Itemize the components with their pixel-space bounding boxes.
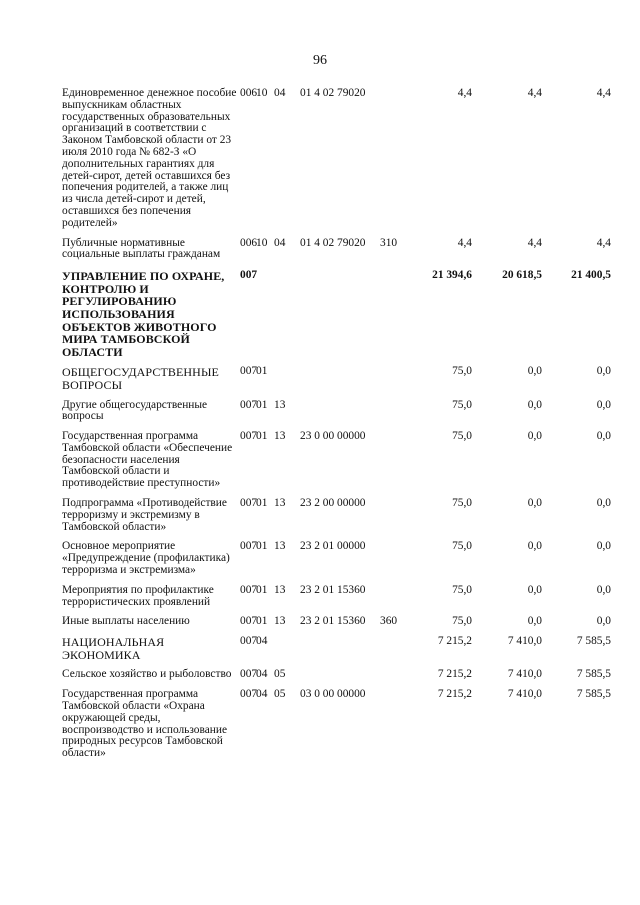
value-year-1: 4,4 bbox=[457, 236, 472, 249]
value-year-3: 7 585,5 bbox=[576, 668, 611, 681]
table-row bbox=[62, 689, 622, 760]
subsection-code: 13 bbox=[274, 583, 286, 596]
subsection-code: 04 bbox=[274, 87, 286, 99]
table-row bbox=[62, 585, 622, 609]
value-year-1: 75,0 bbox=[452, 615, 472, 628]
table-row bbox=[62, 636, 622, 661]
value-year-2: 0,0 bbox=[527, 430, 542, 443]
row-name: Государственная программа Тамбовской области «Обеспечение безопасности населения Тамбовской области и противодействие преступности» bbox=[62, 430, 233, 490]
table-row bbox=[62, 366, 622, 391]
grbs-code: 006 bbox=[240, 236, 258, 249]
row-name: Иные выплаты населению bbox=[62, 615, 190, 628]
row-name: Единовременное денежное пособие выпускникам областных государственных образовательных организаций в соответствии с Законом Тамбовской области от 23 июля 2010 года № 682-З «О дополнительных гарантиях для детей-сирот, детей оставшихся без попечения родителей, а также лиц из числа детей-сирот и детей, оставшихся без попечения родителей» bbox=[62, 87, 237, 229]
grbs-code: 007 bbox=[240, 635, 258, 648]
row-name: Сельское хозяйство и рыболовство bbox=[62, 668, 232, 681]
value-year-2: 7 410,0 bbox=[507, 668, 542, 681]
value-year-1: 21 394,6 bbox=[432, 269, 472, 282]
table-row bbox=[62, 400, 622, 424]
value-year-1: 75,0 bbox=[452, 398, 472, 411]
value-year-3: 0,0 bbox=[596, 583, 611, 596]
value-year-2: 4,4 bbox=[527, 236, 542, 249]
value-year-2: 0,0 bbox=[527, 615, 542, 628]
value-year-2: 0,0 bbox=[527, 365, 542, 378]
value-year-3: 0,0 bbox=[596, 497, 611, 510]
row-name: ОБЩЕГОСУДАРСТВЕННЫЕ ВОПРОСЫ bbox=[62, 365, 219, 392]
row-name: Другие общегосударственные вопросы bbox=[62, 398, 208, 423]
subsection-code: 13 bbox=[274, 398, 286, 411]
section-code: 01 bbox=[256, 540, 268, 553]
section-code: 01 bbox=[256, 430, 268, 443]
value-year-1: 75,0 bbox=[452, 540, 472, 553]
value-year-2: 7 410,0 bbox=[507, 688, 542, 701]
row-name: УПРАВЛЕНИЕ ПО ОХРАНЕ, КОНТРОЛЮ И РЕГУЛИРОВАНИЮ ИСПОЛЬЗОВАНИЯ ОБЪЕКТОВ ЖИВОТНОГО МИРА ТАМБОВСКОЙ ОБЛАСТИ bbox=[62, 269, 225, 359]
target-article-code: 23 2 00 00000 bbox=[300, 497, 366, 510]
value-year-2: 0,0 bbox=[527, 398, 542, 411]
subsection-code: 13 bbox=[274, 615, 286, 628]
grbs-code: 007 bbox=[240, 497, 258, 510]
target-article-code: 23 2 01 00000 bbox=[300, 540, 366, 553]
table-row bbox=[62, 270, 622, 358]
value-year-3: 21 400,5 bbox=[571, 269, 611, 282]
value-year-3: 0,0 bbox=[596, 365, 611, 378]
target-article-code: 03 0 00 00000 bbox=[300, 688, 366, 701]
value-year-3: 7 585,5 bbox=[576, 688, 611, 701]
value-year-3: 4,4 bbox=[596, 87, 611, 99]
subsection-code: 13 bbox=[274, 497, 286, 510]
target-article-code: 23 0 00 00000 bbox=[300, 430, 366, 443]
subsection-code: 05 bbox=[274, 668, 286, 681]
value-year-3: 4,4 bbox=[596, 236, 611, 249]
value-year-1: 7 215,2 bbox=[437, 635, 472, 648]
subsection-code: 13 bbox=[274, 540, 286, 553]
row-name: Государственная программа Тамбовской области «Охрана окружающей среды, воспроизводство и использование природных ресурсов Тамбовской области» bbox=[62, 688, 228, 760]
section-code: 01 bbox=[256, 398, 268, 411]
value-year-2: 0,0 bbox=[527, 497, 542, 510]
value-year-3: 0,0 bbox=[596, 615, 611, 628]
section-code: 01 bbox=[256, 365, 268, 378]
grbs-code: 006 bbox=[240, 87, 258, 99]
section-code: 01 bbox=[256, 497, 268, 510]
grbs-code: 007 bbox=[240, 583, 258, 596]
grbs-code: 007 bbox=[240, 365, 258, 378]
table-row bbox=[62, 616, 622, 628]
budget-table bbox=[62, 88, 622, 760]
value-year-1: 75,0 bbox=[452, 365, 472, 378]
table-row bbox=[62, 669, 622, 681]
value-year-1: 4,4 bbox=[457, 87, 472, 99]
row-name: Основное мероприятие «Предупреждение (профилактика) терроризма и экстремизма» bbox=[62, 540, 230, 577]
target-article-code: 23 2 01 15360 bbox=[300, 615, 366, 628]
grbs-code: 007 bbox=[240, 269, 258, 282]
grbs-code: 007 bbox=[240, 398, 258, 411]
expense-type-code: 310 bbox=[380, 236, 398, 249]
section-code: 04 bbox=[256, 668, 268, 681]
value-year-1: 75,0 bbox=[452, 583, 472, 596]
value-year-2: 20 618,5 bbox=[502, 269, 542, 282]
page-number: 96 bbox=[313, 53, 327, 68]
value-year-3: 0,0 bbox=[596, 430, 611, 443]
grbs-code: 007 bbox=[240, 540, 258, 553]
table-row bbox=[62, 238, 622, 262]
section-code: 01 bbox=[256, 615, 268, 628]
subsection-code: 13 bbox=[274, 430, 286, 443]
target-article-code: 23 2 01 15360 bbox=[300, 583, 366, 596]
expense-type-code: 360 bbox=[380, 615, 398, 628]
section-code: 10 bbox=[256, 236, 268, 249]
section-code: 10 bbox=[256, 87, 268, 99]
subsection-code: 05 bbox=[274, 688, 286, 701]
grbs-code: 007 bbox=[240, 430, 258, 443]
grbs-code: 007 bbox=[240, 615, 258, 628]
row-name: Публичные нормативные социальные выплаты гражданам bbox=[62, 236, 221, 261]
section-code: 04 bbox=[256, 688, 268, 701]
row-name: Мероприятия по профилактике террористических проявлений bbox=[62, 583, 214, 608]
value-year-1: 75,0 bbox=[452, 497, 472, 510]
table-row bbox=[62, 498, 622, 533]
subsection-code: 04 bbox=[274, 236, 286, 249]
value-year-3: 0,0 bbox=[596, 398, 611, 411]
grbs-code: 007 bbox=[240, 688, 258, 701]
value-year-1: 7 215,2 bbox=[437, 668, 472, 681]
value-year-2: 4,4 bbox=[527, 87, 542, 99]
value-year-1: 75,0 bbox=[452, 430, 472, 443]
row-name: Подпрограмма «Противодействие терроризму и экстремизму в Тамбовской области» bbox=[62, 497, 227, 533]
value-year-3: 7 585,5 bbox=[576, 635, 611, 648]
value-year-2: 0,0 bbox=[527, 540, 542, 553]
row-name: НАЦИОНАЛЬНАЯ ЭКОНОМИКА bbox=[62, 635, 165, 662]
table-row bbox=[62, 88, 622, 230]
value-year-3: 0,0 bbox=[596, 540, 611, 553]
target-article-code: 01 4 02 79020 bbox=[300, 236, 366, 249]
table-row bbox=[62, 431, 622, 490]
section-code: 04 bbox=[256, 635, 268, 648]
value-year-2: 7 410,0 bbox=[507, 635, 542, 648]
target-article-code: 01 4 02 79020 bbox=[300, 87, 366, 99]
table-row bbox=[62, 541, 622, 576]
section-code: 01 bbox=[256, 583, 268, 596]
grbs-code: 007 bbox=[240, 668, 258, 681]
value-year-1: 7 215,2 bbox=[437, 688, 472, 701]
value-year-2: 0,0 bbox=[527, 583, 542, 596]
